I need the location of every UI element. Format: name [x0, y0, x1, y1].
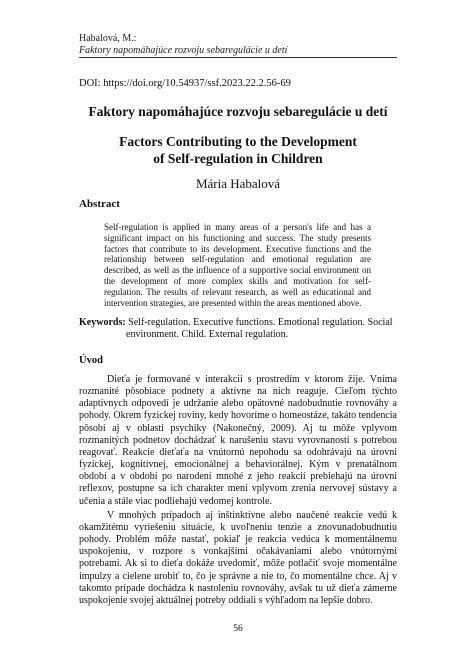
abstract-text: Self-regulation is applied in many areas of a person's life and has a significant impact on his functioning and success. The study presents factors that contribute to its development. Executive functions and the relationship between self-regulation and emotional regulation are described, as well as the influence of a supportive social environment on the development of more complex skills and motivation for self-regulation. The results of relevant research, as well as educational and intervention strategies, are presented within the areas mentioned above. — [104, 222, 371, 308]
author-name: Mária Habalová — [195, 176, 281, 191]
title-slovak: Faktory napomáhajúce rozvoju sebaregulácie u detí — [88, 104, 388, 119]
body-paragraph-2: V mnohých prípadoch aj inštinktívne alebo naučené reakcie vedú k okamžitému vyriešeniu situácie, k uvoľneniu tenzie a znovunadobudnutiu pohody. Problém môže nastať, pokiaľ je reakcia vedúca k momentálnemu uspokojeniu, v rozpore s vonkajšími očakávaniami alebo vnútornými potrebami. Ak si to dieťa dokáže uvedomiť, môže potlačiť svoje momentálne impulzy a cielene urobiť to, čo je správne a nie to, čo momentálne chce. Aj v takomto prípade dochádza k nastoleniu rovnováhy, avšak tu už dieťa zámerne uspokojenie svojej aktuálnej potreby oddiali s výhľadom na lepšie dobro. — [79, 509, 397, 606]
title-english-line-2: of Self-regulation in Children — [153, 151, 323, 166]
header-divider — [79, 57, 397, 58]
abstract-heading: Abstract — [79, 198, 120, 210]
doi-link[interactable]: DOI: https://doi.org/10.54937/ssf.2023.22.2.56-69 — [79, 78, 291, 89]
title-english-line-1: Factors Contributing to the Development — [119, 134, 357, 149]
running-header-title: Faktory napomáhajúce rozvoju sebaregulácie u detí — [79, 45, 288, 56]
page-number: 56 — [233, 624, 243, 634]
running-header — [79, 33, 287, 57]
section-heading-uvod: Úvod — [79, 355, 103, 366]
body-paragraph-1: Dieťa je formované v interakcii s prostredím v ktorom žije. Vníma rozmanité pôsobiace podnety a aktívne na nich reaguje. Cieľom týchto adaptívnych odpovedí je udržanie alebo opätovné nadobudnutie rovnováhy a pohody. Okrem fyzickej roviny, kedy hovoríme o homeostáze, takáto tendencia pôsobí aj v oblasti psychiky (Nakonečný, 2009). Aj tu môže vplyvom rozmanitých podnetov dochádzať k narušeniu stavu vyrovnanosti s potrebou reagovať. Reakcie dieťaťa na vnútornú nepohodu sa odohrávajú na úrovni fyzickej, kognitívnej, emocionálnej a behaviorálnej. Kým v prenatálnom období a v období po narodení mnohé z jeho reakcií prebiehajú na úrovni reflexov, postupne sa ich charakter mení vplyvom zrenia nervovej sústavy a učenia a stále viac podliehajú vedomej kontrole. — [79, 374, 397, 507]
running-header-author: Habalová, M.: — [79, 33, 137, 44]
keywords-label: Keywords: — [79, 317, 126, 328]
title-english — [79, 133, 397, 167]
keywords-text: Self-regulation. Executive functions. Emotional regulation. Social environment. Child. External regulation. — [126, 317, 393, 341]
keywords — [79, 317, 397, 342]
section-body — [79, 374, 397, 609]
